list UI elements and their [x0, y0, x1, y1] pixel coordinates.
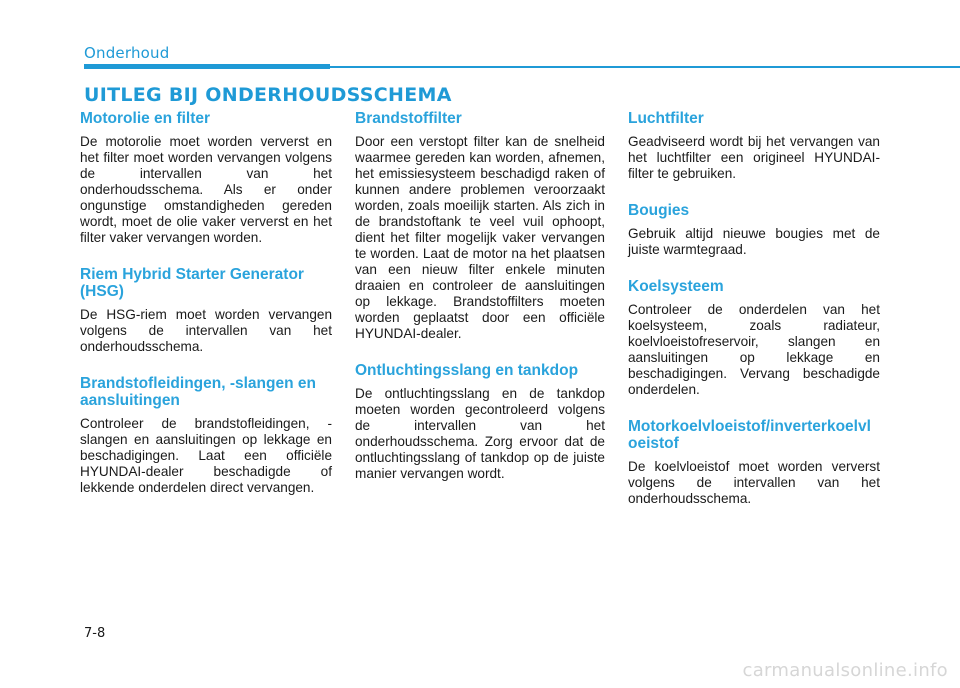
section-luchtfilter — [628, 110, 880, 182]
section-text: De koelvloeistof moet worden ververst volgens de intervallen van het onderhoudsschema. — [628, 459, 880, 506]
section-koelvloeistof — [628, 418, 880, 507]
watermark: carmanualsonline.info — [742, 660, 948, 681]
section-ontluchtingsslang — [355, 362, 605, 482]
section-heading: Bougies — [628, 202, 690, 219]
section-heading: Brandstofleidingen, -slangen en aansluitingen — [80, 375, 316, 409]
section-text: Door een verstopt filter kan de snelheid waarmee gereden kan worden, afnemen, het emissiesysteem beschadigd raken of kunnen andere problemen veroorzaakt worden, zoals moeilijk starten. Als zich in de brandstoftank te veel vuil ophoopt, dient het filter mogelijk vaker vervangen te worden. Laat de motor na het plaatsen van een nieuw filter enkele minuten draaien en controleer de aansluitingen op lekkage. Brandstoffilters moeten worden geplaatst door een officiële HYUNDAI-dealer. — [355, 134, 605, 341]
section-label: Onderhoud — [84, 44, 170, 62]
section-hsg-riem — [80, 266, 332, 355]
section-heading: Brandstoffilter — [355, 110, 462, 127]
section-text: Controleer de onderdelen van het koelsysteem, zoals radiateur, koelvloeistofreservoir, slangen en aansluitingen op lekkage en beschadigingen. Vervang beschadigde onderdelen. — [628, 302, 880, 397]
section-text: Geadviseerd wordt bij het vervangen van het luchtfilter een origineel HYUNDAI-filter te gebruiken. — [628, 134, 880, 181]
column-3 — [628, 110, 880, 527]
section-bougies — [628, 202, 880, 258]
header-rule-thick — [84, 64, 330, 69]
section-koelsysteem — [628, 278, 880, 398]
section-text: De HSG-riem moet worden vervangen volgens de intervallen van het onderhoudsschema. — [80, 307, 332, 354]
section-heading: Motorkoelvloeistof/inverterkoelvloeistof — [628, 418, 871, 452]
section-text: De ontluchtingsslang en de tankdop moeten worden gecontroleerd volgens de intervallen van het onderhoudsschema. Zorg ervoor dat de ontluchtingsslang of tankdop op de juiste manier vervangen wordt. — [355, 386, 605, 481]
header-rule-thin — [330, 66, 960, 68]
section-text: De motorolie moet worden ververst en het filter moet worden vervangen volgens de intervallen van het onderhoudsschema. Als er onder ongunstige omstandigheden gereden wordt, moet de olie vaker ververst en het filter vaker vervangen worden. — [80, 134, 332, 245]
section-heading: Ontluchtingsslang en tankdop — [355, 362, 579, 379]
section-text: Controleer de brandstofleidingen, -slangen en aansluitingen op lekkage en beschadigingen. Laat een officiële HYUNDAI-dealer beschadigde of lekkende onderdelen direct vervangen. — [80, 416, 332, 495]
page-title: UITLEG BIJ ONDERHOUDSSCHEMA — [84, 84, 452, 106]
section-text: Gebruik altijd nieuwe bougies met de juiste warmtegraad. — [628, 226, 880, 257]
section-brandstofleidingen — [80, 375, 332, 496]
section-heading: Koelsysteem — [628, 278, 724, 295]
section-motorolie — [80, 110, 332, 246]
column-1 — [80, 110, 332, 516]
page-number: 7-8 — [84, 626, 106, 641]
section-heading: Motorolie en filter — [80, 110, 211, 127]
section-brandstoffilter — [355, 110, 605, 342]
column-2 — [355, 110, 605, 502]
section-heading: Luchtfilter — [628, 110, 704, 127]
section-heading: Riem Hybrid Starter Generator (HSG) — [80, 266, 304, 300]
